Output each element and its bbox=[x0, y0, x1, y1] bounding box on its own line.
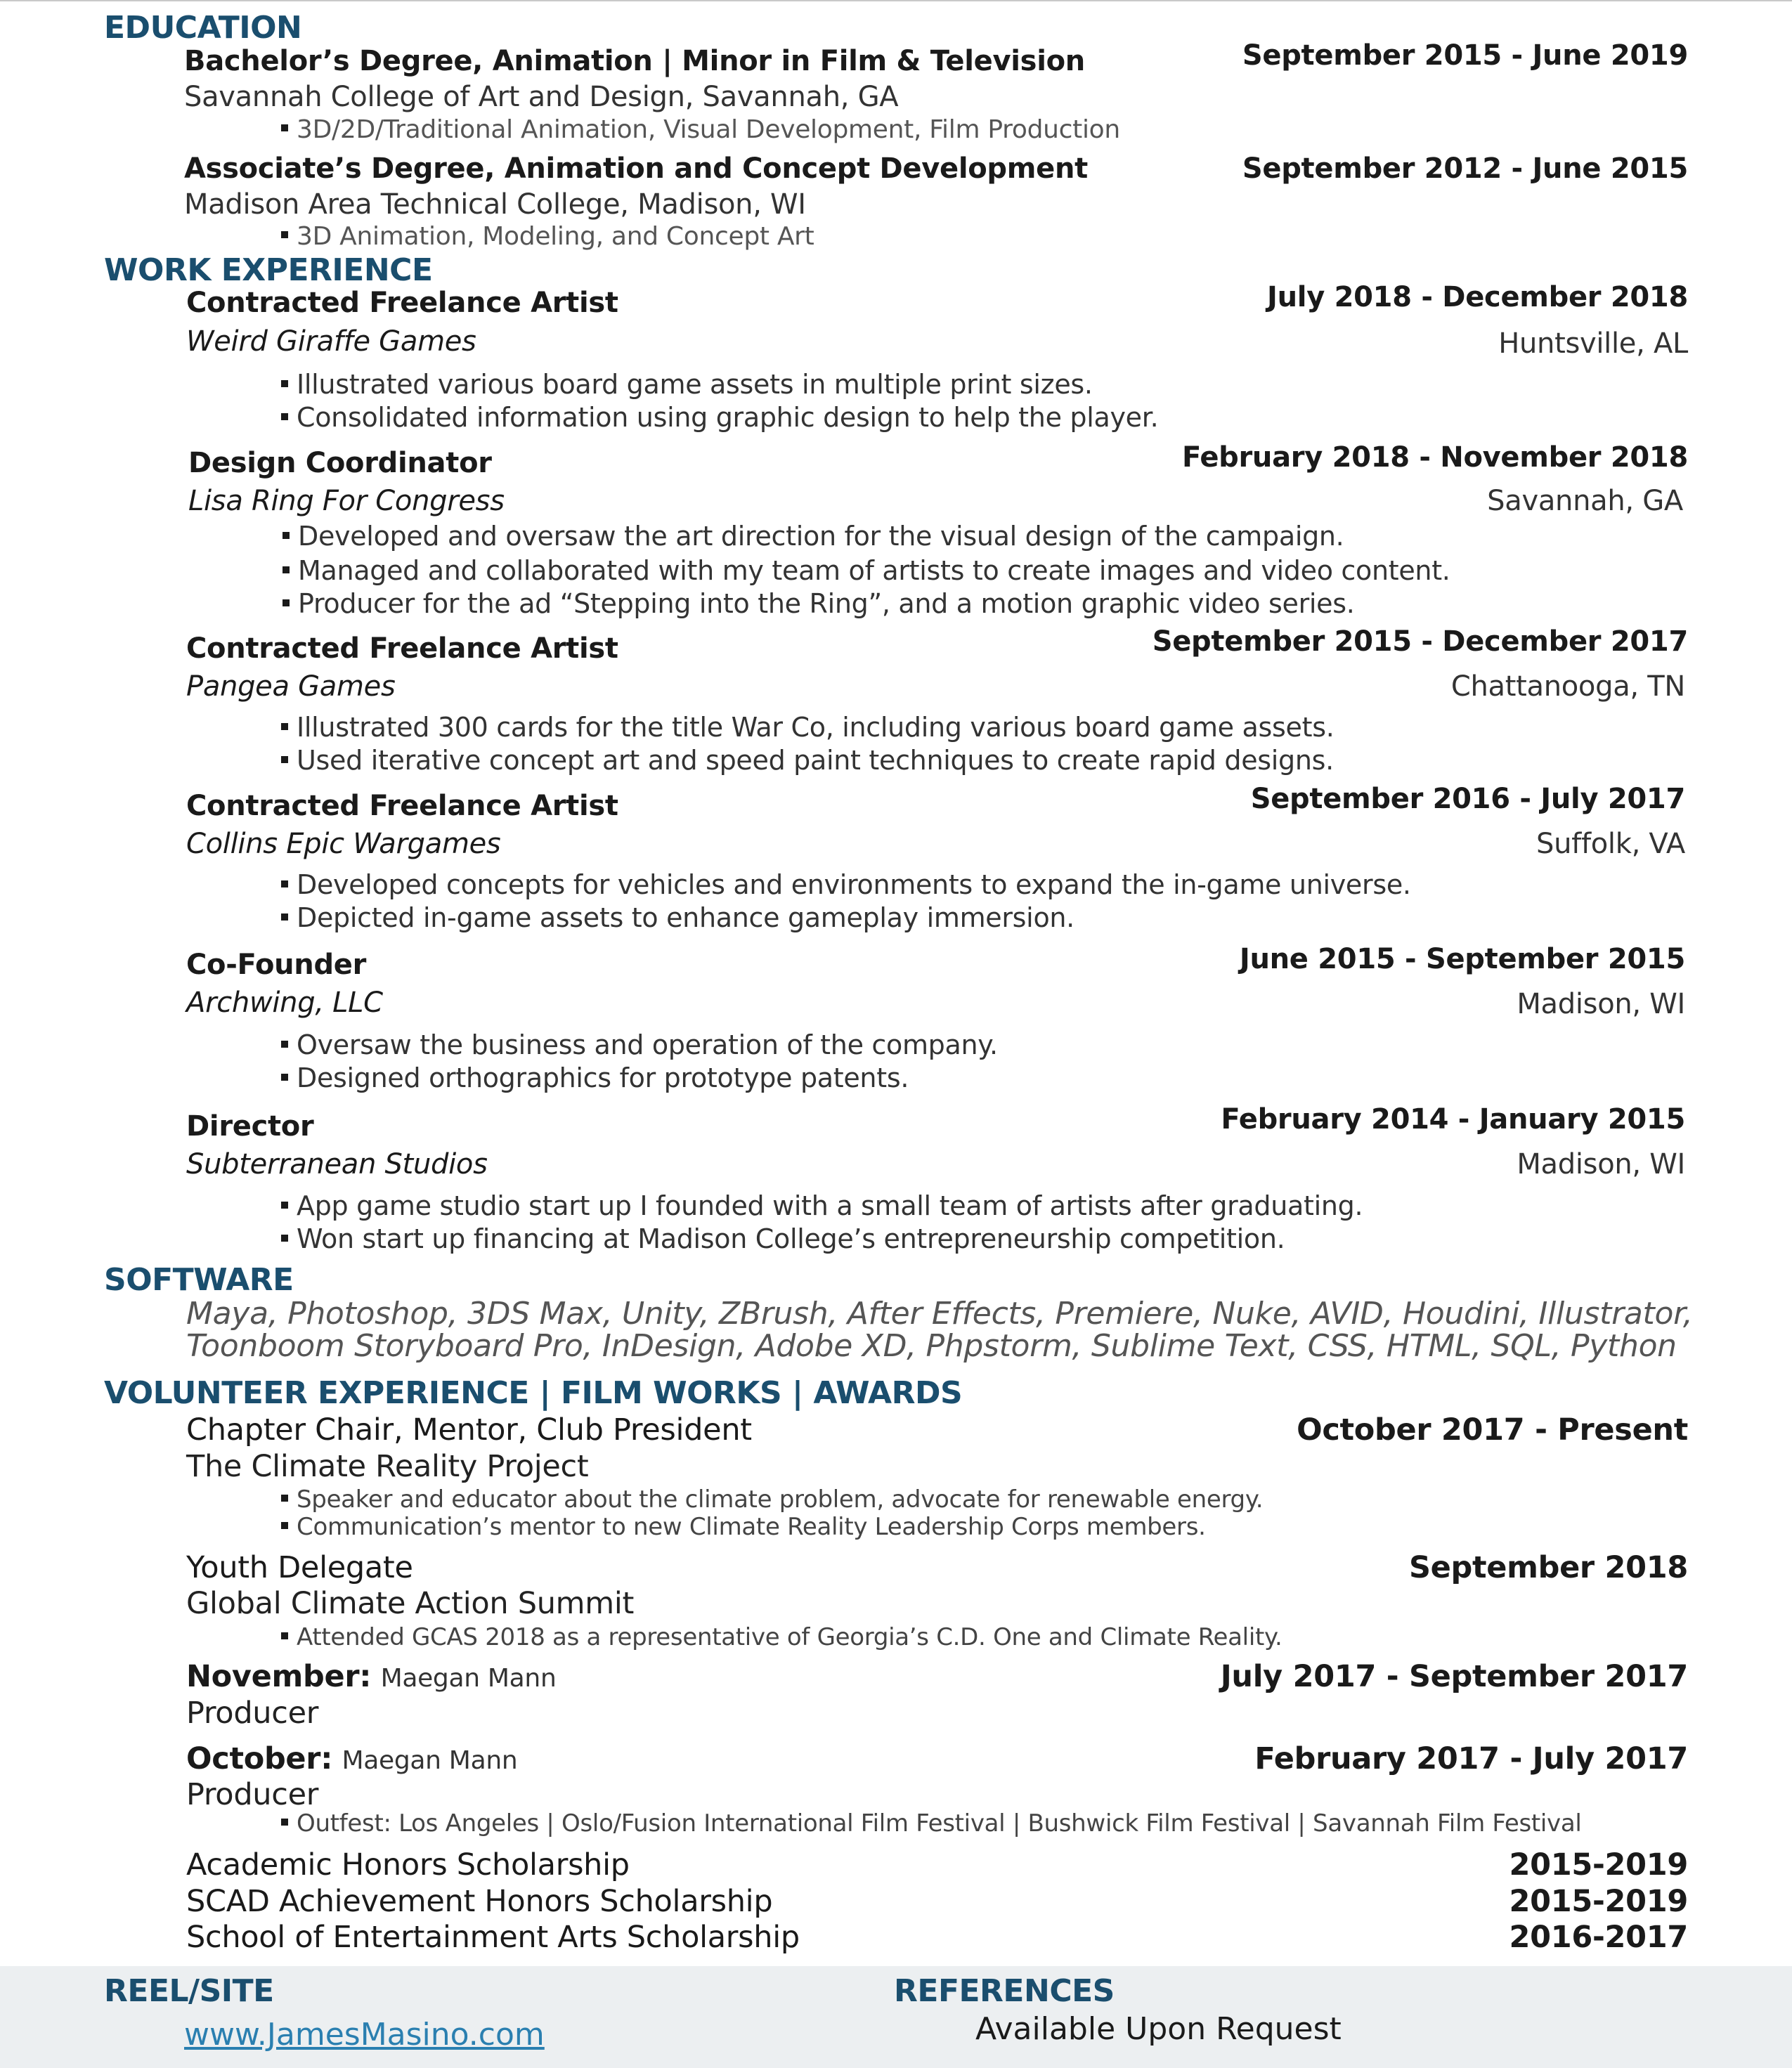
reel-heading: REEL/SITE bbox=[104, 1973, 274, 2009]
work-1-bullet-1: Illustrated various board game assets in multiple print sizes. bbox=[281, 369, 1093, 400]
work-5-date: June 2015 - September 2015 bbox=[1239, 943, 1685, 975]
bullet-square-icon bbox=[281, 380, 288, 387]
references-heading: REFERENCES bbox=[894, 1973, 1115, 2009]
edu-2-institution: Madison Area Technical College, Madison, WI bbox=[184, 188, 806, 221]
work-3-date: September 2015 - December 2017 bbox=[1152, 625, 1688, 658]
award-1-years: 2015-2019 bbox=[1509, 1847, 1688, 1882]
references-text: Available Upon Request bbox=[975, 2011, 1342, 2047]
work-2-bullet-1: Developed and oversaw the art direction for the visual design of the campaign. bbox=[283, 521, 1344, 552]
work-heading: WORK EXPERIENCE bbox=[104, 252, 433, 288]
chair-bullet-1: Speaker and educator about the climate problem, advocate for renewable energy. bbox=[281, 1485, 1263, 1514]
software-line-2: Toonboom Storyboard Pro, InDesign, Adobe XD, Phpstorm, Sublime Text, CSS, HTML, SQL, Python bbox=[186, 1328, 1677, 1364]
edu-2-title: Associate’s Degree, Animation and Concept Development bbox=[184, 152, 1088, 185]
bullet-square-icon bbox=[281, 1235, 288, 1242]
chair-bullet-2: Communication’s mentor to new Climate Reality Leadership Corps members. bbox=[281, 1513, 1206, 1541]
work-2-bullet-3: Producer for the ad “Stepping into the Ring”, and a motion graphic video series. bbox=[283, 588, 1355, 619]
october-film: October: Maegan Mann bbox=[186, 1741, 518, 1776]
software-line-1: Maya, Photoshop, 3DS Max, Unity, ZBrush, After Effects, Premiere, Nuke, AVID, Houdini, Illustrator, bbox=[186, 1296, 1693, 1332]
work-4-org: Collins Epic Wargames bbox=[186, 828, 501, 860]
october-role: Producer bbox=[186, 1777, 319, 1812]
edu-2-date: September 2012 - June 2015 bbox=[1242, 152, 1688, 185]
work-1-location: Huntsville, AL bbox=[1498, 327, 1688, 360]
work-2-location: Savannah, GA bbox=[1487, 485, 1683, 517]
delegate-org: Global Climate Action Summit bbox=[186, 1586, 635, 1621]
work-2-org: Lisa Ring For Congress bbox=[188, 485, 505, 517]
work-1-date: July 2018 - December 2018 bbox=[1267, 281, 1688, 313]
volunteer-heading: VOLUNTEER EXPERIENCE | FILM WORKS | AWARDS bbox=[104, 1375, 963, 1411]
delegate-date: September 2018 bbox=[1408, 1550, 1688, 1585]
work-4-bullet-2: Depicted in-game assets to enhance gameplay immersion. bbox=[281, 902, 1074, 933]
top-divider bbox=[0, 0, 1792, 1]
bullet-square-icon bbox=[281, 1495, 288, 1502]
bullet-square-icon bbox=[283, 599, 290, 606]
award-1-name: Academic Honors Scholarship bbox=[186, 1847, 630, 1882]
education-heading: EDUCATION bbox=[104, 10, 302, 46]
october-date: February 2017 - July 2017 bbox=[1254, 1741, 1688, 1776]
delegate-bullet: Attended GCAS 2018 as a representative of Georgia’s C.D. One and Climate Reality. bbox=[281, 1623, 1282, 1651]
work-3-bullet-1: Illustrated 300 cards for the title War Co, including various board game assets. bbox=[281, 712, 1334, 743]
work-6-title: Director bbox=[186, 1110, 314, 1143]
bullet-square-icon bbox=[281, 1074, 288, 1081]
november-role: Producer bbox=[186, 1696, 319, 1731]
november-film: November: Maegan Mann bbox=[186, 1659, 557, 1694]
work-2-title: Design Coordinator bbox=[188, 447, 492, 479]
work-2-bullet-2: Managed and collaborated with my team of artists to create images and video content. bbox=[283, 555, 1450, 586]
award-2-name: SCAD Achievement Honors Scholarship bbox=[186, 1884, 773, 1919]
work-4-bullet-1: Developed concepts for vehicles and environments to expand the in-game universe. bbox=[281, 869, 1411, 900]
work-1-bullet-2: Consolidated information using graphic design to help the player. bbox=[281, 402, 1158, 433]
bullet-square-icon bbox=[281, 1202, 288, 1209]
work-6-bullet-2: Won start up financing at Madison College’s entrepreneurship competition. bbox=[281, 1223, 1285, 1254]
work-5-bullet-1: Oversaw the business and operation of the company. bbox=[281, 1029, 998, 1060]
chair-date: October 2017 - Present bbox=[1297, 1412, 1688, 1448]
bullet-square-icon bbox=[281, 1632, 288, 1639]
bullet-square-icon bbox=[281, 1522, 288, 1529]
work-5-bullet-2: Designed orthographics for prototype patents. bbox=[281, 1062, 909, 1093]
bullet-square-icon bbox=[281, 1819, 288, 1826]
work-2-date: February 2018 - November 2018 bbox=[1181, 441, 1688, 474]
software-heading: SOFTWARE bbox=[104, 1262, 294, 1298]
work-4-location: Suffolk, VA bbox=[1536, 828, 1685, 860]
work-6-org: Subterranean Studios bbox=[186, 1148, 488, 1181]
edu-2-bullet: 3D Animation, Modeling, and Concept Art bbox=[281, 222, 814, 251]
award-2-years: 2015-2019 bbox=[1509, 1884, 1688, 1919]
edu-1-institution: Savannah College of Art and Design, Savannah, GA bbox=[184, 81, 899, 113]
chair-title: Chapter Chair, Mentor, Club President bbox=[186, 1412, 752, 1448]
work-1-org: Weird Giraffe Games bbox=[186, 325, 476, 358]
delegate-title: Youth Delegate bbox=[186, 1550, 413, 1585]
work-4-date: September 2016 - July 2017 bbox=[1250, 783, 1685, 815]
work-3-org: Pangea Games bbox=[186, 670, 396, 703]
work-6-date: February 2014 - January 2015 bbox=[1221, 1103, 1685, 1136]
website-link[interactable]: www.JamesMasino.com bbox=[184, 2017, 545, 2053]
bullet-square-icon bbox=[281, 913, 288, 921]
edu-1-bullet: 3D/2D/Traditional Animation, Visual Development, Film Production bbox=[281, 115, 1120, 144]
work-5-title: Co-Founder bbox=[186, 949, 367, 981]
bullet-square-icon bbox=[281, 880, 288, 887]
chair-org: The Climate Reality Project bbox=[186, 1449, 589, 1484]
award-3-name: School of Entertainment Arts Scholarship bbox=[186, 1920, 800, 1955]
bullet-square-icon bbox=[281, 231, 288, 238]
november-date: July 2017 - September 2017 bbox=[1220, 1659, 1688, 1694]
work-3-bullet-2: Used iterative concept art and speed paint techniques to create rapid designs. bbox=[281, 745, 1334, 776]
work-5-location: Madison, WI bbox=[1517, 988, 1685, 1020]
work-5-org: Archwing, LLC bbox=[186, 987, 383, 1019]
bullet-square-icon bbox=[281, 413, 288, 420]
work-4-title: Contracted Freelance Artist bbox=[186, 790, 618, 822]
work-1-title: Contracted Freelance Artist bbox=[186, 287, 618, 319]
edu-1-date: September 2015 - June 2019 bbox=[1242, 39, 1688, 72]
october-bullet: Outfest: Los Angeles | Oslo/Fusion International Film Festival | Bushwick Film Festival | Savannah Film Festival bbox=[281, 1809, 1582, 1838]
edu-1-title: Bachelor’s Degree, Animation | Minor in Film & Television bbox=[184, 45, 1085, 77]
work-3-location: Chattanooga, TN bbox=[1450, 670, 1685, 703]
work-6-location: Madison, WI bbox=[1517, 1148, 1685, 1181]
award-3-years: 2016-2017 bbox=[1509, 1920, 1688, 1955]
bullet-square-icon bbox=[281, 756, 288, 763]
bullet-square-icon bbox=[281, 1041, 288, 1048]
bullet-square-icon bbox=[281, 723, 288, 730]
bullet-square-icon bbox=[283, 566, 290, 573]
work-3-title: Contracted Freelance Artist bbox=[186, 632, 618, 665]
work-6-bullet-1: App game studio start up I founded with a small team of artists after graduating. bbox=[281, 1190, 1363, 1221]
bullet-square-icon bbox=[283, 532, 290, 539]
bullet-square-icon bbox=[281, 124, 288, 131]
